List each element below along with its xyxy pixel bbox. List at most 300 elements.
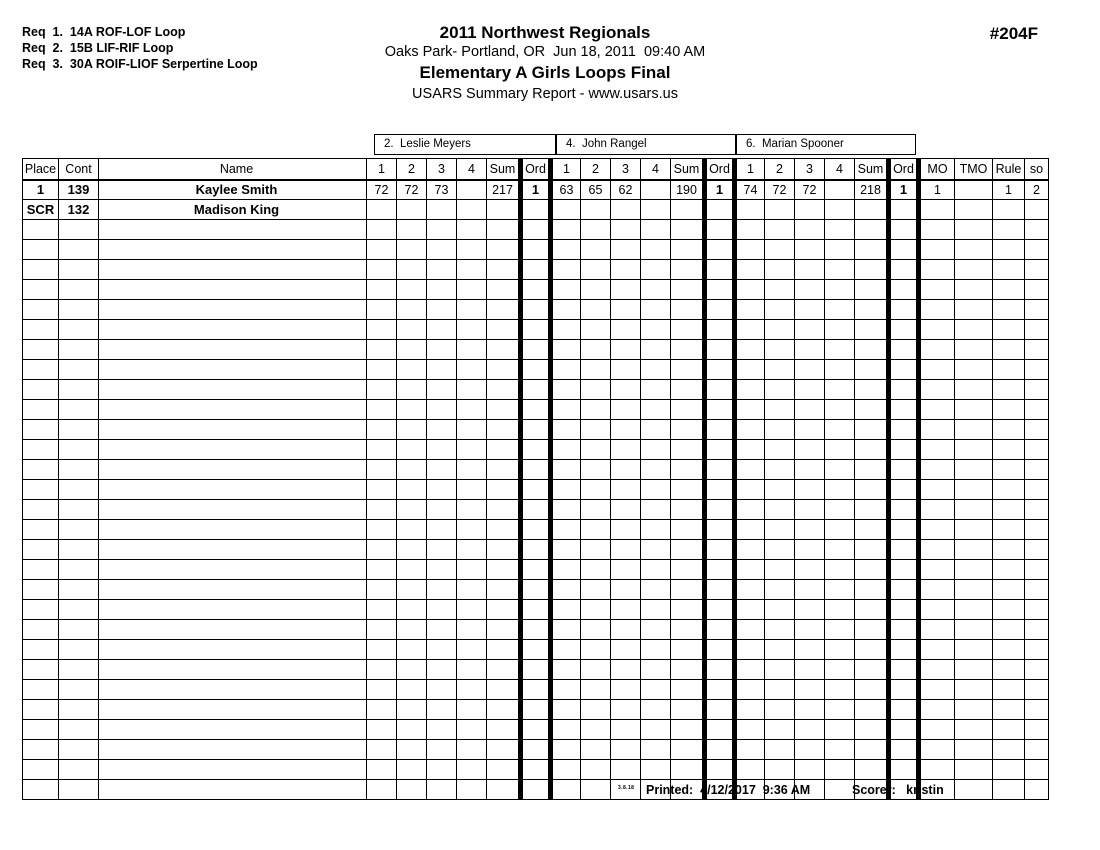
cell-tmo[interactable]: [955, 740, 993, 760]
cell-j3-sum[interactable]: [855, 260, 889, 280]
cell-j3-ord[interactable]: 1: [889, 180, 919, 200]
cell-name[interactable]: [99, 380, 367, 400]
cell-j3-ord[interactable]: [889, 660, 919, 680]
cell-j1-s2[interactable]: [397, 200, 427, 220]
cell-j1-sum[interactable]: [487, 480, 521, 500]
cell-j3-s2[interactable]: [765, 260, 795, 280]
cell-place[interactable]: [23, 740, 59, 760]
cell-j3-ord[interactable]: [889, 400, 919, 420]
cell-j2-s4[interactable]: [641, 400, 671, 420]
cell-j3-sum[interactable]: [855, 420, 889, 440]
cell-cont[interactable]: 139: [59, 180, 99, 200]
cell-tmo[interactable]: [955, 580, 993, 600]
cell-name[interactable]: [99, 740, 367, 760]
cell-name[interactable]: Madison King: [99, 200, 367, 220]
cell-j3-s1[interactable]: [735, 760, 765, 780]
cell-j1-s4[interactable]: [457, 600, 487, 620]
cell-j2-sum[interactable]: [671, 380, 705, 400]
cell-so[interactable]: [1025, 680, 1049, 700]
cell-j1-sum[interactable]: [487, 420, 521, 440]
cell-j3-s3[interactable]: 72: [795, 180, 825, 200]
cell-j2-s4[interactable]: [641, 700, 671, 720]
cell-j3-s1[interactable]: [735, 420, 765, 440]
cell-j2-s4[interactable]: [641, 180, 671, 200]
cell-j2-s1[interactable]: [551, 480, 581, 500]
cell-j1-s1[interactable]: [367, 400, 397, 420]
cell-place[interactable]: SCR: [23, 200, 59, 220]
cell-j3-s2[interactable]: [765, 200, 795, 220]
cell-mo[interactable]: [919, 260, 955, 280]
cell-j1-sum[interactable]: [487, 720, 521, 740]
cell-j2-s3[interactable]: [611, 380, 641, 400]
cell-j3-s2[interactable]: [765, 540, 795, 560]
cell-j1-ord[interactable]: [521, 760, 551, 780]
cell-j3-s2[interactable]: [765, 520, 795, 540]
cell-j2-s1[interactable]: [551, 200, 581, 220]
cell-j2-ord[interactable]: [705, 700, 735, 720]
cell-j1-sum[interactable]: [487, 440, 521, 460]
cell-j3-s1[interactable]: [735, 520, 765, 540]
cell-j3-ord[interactable]: [889, 760, 919, 780]
cell-tmo[interactable]: [955, 220, 993, 240]
cell-j1-s3[interactable]: [427, 680, 457, 700]
cell-rule[interactable]: [993, 460, 1025, 480]
cell-j1-s4[interactable]: [457, 180, 487, 200]
cell-j3-ord[interactable]: [889, 280, 919, 300]
cell-j3-ord[interactable]: [889, 600, 919, 620]
cell-j2-sum[interactable]: [671, 740, 705, 760]
cell-mo[interactable]: [919, 760, 955, 780]
cell-so[interactable]: [1025, 500, 1049, 520]
cell-j3-sum[interactable]: [855, 480, 889, 500]
cell-j3-s1[interactable]: [735, 700, 765, 720]
cell-j1-s2[interactable]: [397, 440, 427, 460]
cell-j2-s3[interactable]: [611, 740, 641, 760]
cell-j2-sum[interactable]: [671, 300, 705, 320]
cell-cont[interactable]: [59, 720, 99, 740]
cell-j3-sum[interactable]: [855, 460, 889, 480]
cell-j2-s4[interactable]: [641, 600, 671, 620]
cell-j3-s3[interactable]: [795, 280, 825, 300]
cell-j1-s2[interactable]: [397, 460, 427, 480]
cell-j2-s3[interactable]: [611, 580, 641, 600]
cell-mo[interactable]: [919, 680, 955, 700]
cell-so[interactable]: [1025, 580, 1049, 600]
cell-j3-s4[interactable]: [825, 720, 855, 740]
cell-j3-sum[interactable]: [855, 280, 889, 300]
cell-j3-sum[interactable]: [855, 600, 889, 620]
cell-j2-sum[interactable]: [671, 680, 705, 700]
cell-j2-s1[interactable]: [551, 560, 581, 580]
cell-j3-s1[interactable]: [735, 320, 765, 340]
cell-j3-ord[interactable]: [889, 240, 919, 260]
cell-j2-s1[interactable]: [551, 600, 581, 620]
cell-tmo[interactable]: [955, 340, 993, 360]
cell-j1-s4[interactable]: [457, 500, 487, 520]
cell-j1-sum[interactable]: [487, 680, 521, 700]
cell-place[interactable]: [23, 760, 59, 780]
cell-cont[interactable]: [59, 280, 99, 300]
cell-cont[interactable]: [59, 380, 99, 400]
cell-j1-sum[interactable]: [487, 620, 521, 640]
cell-j3-s4[interactable]: [825, 300, 855, 320]
cell-j2-ord[interactable]: [705, 660, 735, 680]
cell-j2-s1[interactable]: [551, 400, 581, 420]
cell-j2-s1[interactable]: [551, 260, 581, 280]
cell-j3-s4[interactable]: [825, 560, 855, 580]
cell-j2-sum[interactable]: [671, 460, 705, 480]
cell-mo[interactable]: [919, 240, 955, 260]
cell-place[interactable]: [23, 240, 59, 260]
cell-rule[interactable]: [993, 380, 1025, 400]
cell-j3-s3[interactable]: [795, 320, 825, 340]
cell-j1-s2[interactable]: [397, 620, 427, 640]
cell-j1-s3[interactable]: [427, 520, 457, 540]
cell-j2-s3[interactable]: [611, 520, 641, 540]
cell-cont[interactable]: [59, 740, 99, 760]
cell-j1-s4[interactable]: [457, 740, 487, 760]
cell-name[interactable]: [99, 440, 367, 460]
cell-j2-s2[interactable]: [581, 380, 611, 400]
cell-so[interactable]: [1025, 200, 1049, 220]
cell-j3-ord[interactable]: [889, 700, 919, 720]
cell-j1-s1[interactable]: [367, 260, 397, 280]
cell-j2-ord[interactable]: [705, 560, 735, 580]
cell-j3-ord[interactable]: [889, 720, 919, 740]
cell-j3-s2[interactable]: [765, 280, 795, 300]
cell-j3-sum[interactable]: [855, 200, 889, 220]
cell-j2-s3[interactable]: [611, 560, 641, 580]
cell-j1-s1[interactable]: [367, 620, 397, 640]
cell-j2-s4[interactable]: [641, 580, 671, 600]
cell-j3-s1[interactable]: [735, 640, 765, 660]
cell-j2-sum[interactable]: [671, 720, 705, 740]
cell-rule[interactable]: [993, 320, 1025, 340]
table-row[interactable]: [23, 280, 1049, 300]
cell-j1-s3[interactable]: [427, 280, 457, 300]
cell-j2-s2[interactable]: [581, 720, 611, 740]
cell-j2-s1[interactable]: [551, 660, 581, 680]
cell-j3-s3[interactable]: [795, 500, 825, 520]
cell-j1-s4[interactable]: [457, 540, 487, 560]
cell-j1-s4[interactable]: [457, 560, 487, 580]
cell-j2-s1[interactable]: [551, 620, 581, 640]
cell-j3-s3[interactable]: [795, 620, 825, 640]
cell-j1-ord[interactable]: [521, 680, 551, 700]
cell-j1-s1[interactable]: [367, 560, 397, 580]
cell-j3-s1[interactable]: [735, 740, 765, 760]
cell-j3-s3[interactable]: [795, 420, 825, 440]
cell-j2-s2[interactable]: [581, 340, 611, 360]
table-row[interactable]: [23, 600, 1049, 620]
cell-cont[interactable]: [59, 700, 99, 720]
cell-j1-ord[interactable]: [521, 740, 551, 760]
cell-j1-sum[interactable]: [487, 260, 521, 280]
cell-so[interactable]: [1025, 620, 1049, 640]
cell-j3-s4[interactable]: [825, 520, 855, 540]
table-row[interactable]: [23, 300, 1049, 320]
cell-j1-sum[interactable]: [487, 700, 521, 720]
cell-j1-s1[interactable]: [367, 340, 397, 360]
cell-j2-s1[interactable]: [551, 460, 581, 480]
cell-j2-s2[interactable]: [581, 300, 611, 320]
cell-name[interactable]: [99, 500, 367, 520]
cell-j1-s3[interactable]: [427, 360, 457, 380]
cell-j3-s2[interactable]: [765, 680, 795, 700]
cell-rule[interactable]: [993, 640, 1025, 660]
cell-j3-ord[interactable]: [889, 460, 919, 480]
cell-j2-sum[interactable]: [671, 660, 705, 680]
cell-j2-s3[interactable]: [611, 480, 641, 500]
cell-so[interactable]: [1025, 720, 1049, 740]
cell-j1-ord[interactable]: [521, 280, 551, 300]
cell-j1-s3[interactable]: [427, 540, 457, 560]
cell-so[interactable]: [1025, 380, 1049, 400]
cell-j2-ord[interactable]: [705, 740, 735, 760]
cell-j2-s1[interactable]: [551, 300, 581, 320]
cell-j1-s2[interactable]: [397, 740, 427, 760]
cell-name[interactable]: [99, 760, 367, 780]
cell-j1-sum[interactable]: [487, 200, 521, 220]
cell-j1-s3[interactable]: [427, 300, 457, 320]
cell-mo[interactable]: [919, 720, 955, 740]
cell-j1-s1[interactable]: [367, 380, 397, 400]
cell-j1-s2[interactable]: 72: [397, 180, 427, 200]
cell-cont[interactable]: [59, 540, 99, 560]
cell-j2-ord[interactable]: [705, 300, 735, 320]
cell-j3-ord[interactable]: [889, 420, 919, 440]
cell-place[interactable]: [23, 560, 59, 580]
cell-rule[interactable]: [993, 540, 1025, 560]
cell-j1-s1[interactable]: [367, 220, 397, 240]
cell-j3-s1[interactable]: [735, 340, 765, 360]
cell-j2-s4[interactable]: [641, 640, 671, 660]
cell-j1-s4[interactable]: [457, 660, 487, 680]
cell-j1-sum[interactable]: [487, 220, 521, 240]
cell-j3-s3[interactable]: [795, 600, 825, 620]
cell-j2-s2[interactable]: [581, 500, 611, 520]
cell-tmo[interactable]: [955, 460, 993, 480]
cell-j2-ord[interactable]: [705, 480, 735, 500]
cell-j1-s2[interactable]: [397, 320, 427, 340]
cell-j1-sum[interactable]: 217: [487, 180, 521, 200]
cell-tmo[interactable]: [955, 320, 993, 340]
cell-j2-ord[interactable]: [705, 200, 735, 220]
cell-j3-s2[interactable]: [765, 300, 795, 320]
cell-mo[interactable]: [919, 380, 955, 400]
cell-j1-s2[interactable]: [397, 420, 427, 440]
cell-j2-s2[interactable]: [581, 480, 611, 500]
cell-name[interactable]: [99, 360, 367, 380]
cell-j3-s1[interactable]: [735, 240, 765, 260]
cell-j3-s1[interactable]: [735, 260, 765, 280]
cell-tmo[interactable]: [955, 200, 993, 220]
cell-j3-s3[interactable]: [795, 380, 825, 400]
cell-j1-s2[interactable]: [397, 280, 427, 300]
cell-j3-s2[interactable]: [765, 700, 795, 720]
cell-place[interactable]: [23, 620, 59, 640]
cell-tmo[interactable]: [955, 180, 993, 200]
cell-place[interactable]: [23, 460, 59, 480]
cell-so[interactable]: [1025, 400, 1049, 420]
cell-j3-s3[interactable]: [795, 580, 825, 600]
cell-j1-s4[interactable]: [457, 400, 487, 420]
cell-j1-s1[interactable]: [367, 600, 397, 620]
cell-so[interactable]: [1025, 440, 1049, 460]
cell-mo[interactable]: [919, 440, 955, 460]
cell-j2-s4[interactable]: [641, 340, 671, 360]
cell-mo[interactable]: [919, 560, 955, 580]
cell-j2-s2[interactable]: [581, 700, 611, 720]
cell-so[interactable]: [1025, 740, 1049, 760]
cell-j2-s1[interactable]: [551, 360, 581, 380]
cell-j1-s4[interactable]: [457, 240, 487, 260]
table-row[interactable]: [23, 240, 1049, 260]
cell-rule[interactable]: [993, 240, 1025, 260]
cell-mo[interactable]: [919, 540, 955, 560]
cell-j1-ord[interactable]: [521, 480, 551, 500]
cell-j2-s3[interactable]: [611, 540, 641, 560]
cell-j2-sum[interactable]: [671, 320, 705, 340]
cell-name[interactable]: [99, 300, 367, 320]
cell-j3-sum[interactable]: [855, 540, 889, 560]
cell-rule[interactable]: [993, 700, 1025, 720]
cell-so[interactable]: [1025, 240, 1049, 260]
cell-j3-s2[interactable]: [765, 480, 795, 500]
cell-j1-s1[interactable]: [367, 240, 397, 260]
cell-j3-sum[interactable]: [855, 500, 889, 520]
cell-j1-s1[interactable]: [367, 420, 397, 440]
cell-so[interactable]: [1025, 520, 1049, 540]
cell-cont[interactable]: [59, 300, 99, 320]
cell-j2-s2[interactable]: [581, 760, 611, 780]
cell-j1-s4[interactable]: [457, 760, 487, 780]
table-row[interactable]: [23, 640, 1049, 660]
cell-name[interactable]: [99, 660, 367, 680]
cell-j1-s4[interactable]: [457, 580, 487, 600]
cell-j3-ord[interactable]: [889, 500, 919, 520]
cell-place[interactable]: [23, 380, 59, 400]
cell-j3-s3[interactable]: [795, 360, 825, 380]
cell-j1-s2[interactable]: [397, 580, 427, 600]
cell-j1-s3[interactable]: [427, 500, 457, 520]
cell-mo[interactable]: [919, 320, 955, 340]
cell-j1-ord[interactable]: [521, 320, 551, 340]
cell-j1-s3[interactable]: [427, 240, 457, 260]
cell-j2-ord[interactable]: [705, 340, 735, 360]
cell-j1-s1[interactable]: [367, 460, 397, 480]
cell-j2-s4[interactable]: [641, 660, 671, 680]
cell-tmo[interactable]: [955, 420, 993, 440]
cell-mo[interactable]: [919, 300, 955, 320]
cell-j3-ord[interactable]: [889, 220, 919, 240]
cell-j3-s4[interactable]: [825, 420, 855, 440]
cell-j1-s1[interactable]: [367, 500, 397, 520]
cell-j2-s4[interactable]: [641, 380, 671, 400]
cell-j3-ord[interactable]: [889, 580, 919, 600]
cell-j2-ord[interactable]: [705, 620, 735, 640]
cell-mo[interactable]: [919, 360, 955, 380]
cell-j1-s3[interactable]: [427, 720, 457, 740]
cell-name[interactable]: [99, 520, 367, 540]
cell-j1-s4[interactable]: [457, 260, 487, 280]
cell-j1-s3[interactable]: [427, 320, 457, 340]
cell-j3-ord[interactable]: [889, 740, 919, 760]
cell-j1-ord[interactable]: 1: [521, 180, 551, 200]
cell-j2-s3[interactable]: [611, 340, 641, 360]
cell-name[interactable]: [99, 460, 367, 480]
cell-name[interactable]: [99, 340, 367, 360]
cell-j2-ord[interactable]: [705, 220, 735, 240]
cell-j3-s4[interactable]: [825, 460, 855, 480]
cell-tmo[interactable]: [955, 480, 993, 500]
cell-j3-s4[interactable]: [825, 400, 855, 420]
cell-j1-ord[interactable]: [521, 520, 551, 540]
cell-mo[interactable]: [919, 700, 955, 720]
cell-name[interactable]: [99, 400, 367, 420]
cell-j2-sum[interactable]: [671, 700, 705, 720]
cell-j2-sum[interactable]: [671, 480, 705, 500]
cell-place[interactable]: [23, 260, 59, 280]
cell-j1-sum[interactable]: [487, 520, 521, 540]
table-row[interactable]: [23, 720, 1049, 740]
cell-place[interactable]: [23, 320, 59, 340]
cell-j2-s4[interactable]: [641, 320, 671, 340]
cell-j1-ord[interactable]: [521, 340, 551, 360]
cell-j1-sum[interactable]: [487, 320, 521, 340]
cell-j2-s3[interactable]: [611, 640, 641, 660]
cell-cont[interactable]: [59, 240, 99, 260]
cell-j3-s1[interactable]: [735, 380, 765, 400]
cell-j2-s1[interactable]: [551, 720, 581, 740]
cell-j2-s3[interactable]: [611, 440, 641, 460]
cell-j3-s4[interactable]: [825, 580, 855, 600]
cell-j1-s1[interactable]: [367, 520, 397, 540]
cell-rule[interactable]: [993, 260, 1025, 280]
cell-j2-s4[interactable]: [641, 540, 671, 560]
cell-cont[interactable]: [59, 460, 99, 480]
cell-j3-s1[interactable]: [735, 360, 765, 380]
cell-j1-s2[interactable]: [397, 240, 427, 260]
cell-name[interactable]: Kaylee Smith: [99, 180, 367, 200]
cell-j2-ord[interactable]: [705, 400, 735, 420]
cell-j2-s1[interactable]: [551, 700, 581, 720]
cell-j1-s2[interactable]: [397, 760, 427, 780]
cell-j2-s1[interactable]: [551, 760, 581, 780]
cell-j2-s1[interactable]: [551, 240, 581, 260]
cell-cont[interactable]: [59, 320, 99, 340]
cell-cont[interactable]: [59, 440, 99, 460]
cell-place[interactable]: [23, 220, 59, 240]
cell-j3-s4[interactable]: [825, 620, 855, 640]
cell-mo[interactable]: [919, 600, 955, 620]
cell-j3-ord[interactable]: [889, 360, 919, 380]
cell-j1-s4[interactable]: [457, 460, 487, 480]
cell-j2-sum[interactable]: [671, 640, 705, 660]
cell-place[interactable]: [23, 720, 59, 740]
cell-j2-sum[interactable]: [671, 340, 705, 360]
cell-j1-s1[interactable]: [367, 660, 397, 680]
cell-so[interactable]: [1025, 220, 1049, 240]
cell-j3-sum[interactable]: [855, 360, 889, 380]
cell-j1-s3[interactable]: [427, 340, 457, 360]
cell-j2-sum[interactable]: [671, 500, 705, 520]
cell-j2-s2[interactable]: [581, 440, 611, 460]
cell-j2-s1[interactable]: [551, 540, 581, 560]
cell-j2-ord[interactable]: [705, 540, 735, 560]
cell-rule[interactable]: [993, 680, 1025, 700]
cell-so[interactable]: 2: [1025, 180, 1049, 200]
